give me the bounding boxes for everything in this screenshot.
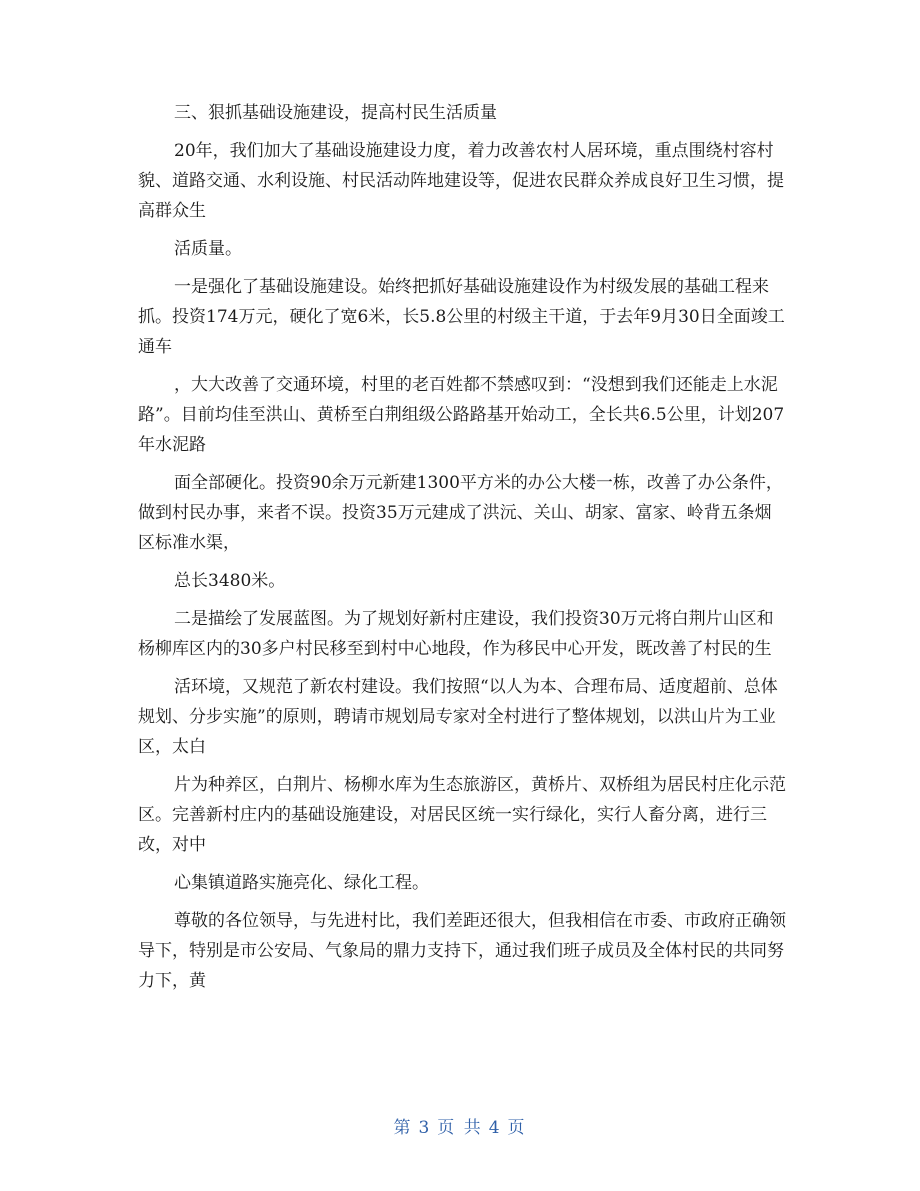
total-pages-number: 4 (488, 1118, 502, 1138)
paragraph: 20年，我们加大了基础设施建设力度，着力改善农村人居环境，重点围绕村容村貌、道路交通、水利设施、村民活动阵地建设等，促进农民群众养成良好卫生习惯，提高群众生 (138, 141, 784, 221)
footer-prefix: 第 (393, 1118, 413, 1138)
paragraph: 面全部硬化。投资90余万元新建1300平方米的办公大楼一栋，改善了办公条件，做到村民办事，来者不误。投资35万元建成了洪沅、关山、胡家、富家、岭背五条烟区标准水渠， (138, 473, 783, 553)
footer-suffix: 页 (507, 1118, 527, 1138)
current-page-number: 3 (418, 1118, 432, 1138)
paragraph: 活环境，又规范了新农村建设。我们按照“以人为本、合理布局、适度超前、总体规划、分步实施”的原则，聘请市规划局专家对全村进行了整体规划，以洪山片为工业区，太白 (138, 677, 778, 757)
section-heading: 三、狠抓基础设施建设，提高村民生活质量 (174, 103, 497, 123)
paragraph: 活质量。 (174, 239, 242, 259)
paragraph: 二是描绘了发展蓝图。为了规划好新村庄建设，我们投资30万元将白荆片山区和杨柳库区内的30多户村民移至到村中心地段，作为移民中心开发，既改善了村民的生 (138, 609, 774, 659)
paragraph: 一是强化了基础设施建设。始终把抓好基础设施建设作为村级发展的基础工程来抓。投资174万元，硬化了宽6米，长5.8公里的村级主干道，于去年9月30日全面竣工通车 (138, 277, 785, 357)
paragraph: 片为种养区，白荆片、杨柳水库为生态旅游区，黄桥片、双桥组为居民村庄化示范区。完善新村庄内的基础设施建设，对居民区统一实行绿化，实行人畜分离，进行三改，对中 (138, 775, 786, 855)
paragraph: 心集镇道路实施亮化、绿化工程。 (174, 873, 429, 893)
paragraph: ，大大改善了交通环境，村里的老百姓都不禁感叹到：“没想到我们还能走上水泥路”。目前均佳至洪山、黄桥至白荆组级公路路基开始动工，全长共6.5公里，计划207年水泥路 (138, 375, 785, 455)
paragraph: 总长3480米。 (174, 571, 286, 591)
paragraph: 尊敬的各位领导，与先进村比，我们差距还很大，但我相信在市委、市政府正确领导下，特别是市公安局、气象局的鼎力支持下，通过我们班子成员及全体村民的共同努力下，黄 (138, 911, 786, 991)
page-footer (0, 1113, 920, 1138)
footer-middle: 页 共 (437, 1118, 483, 1138)
document-body (138, 98, 786, 1004)
